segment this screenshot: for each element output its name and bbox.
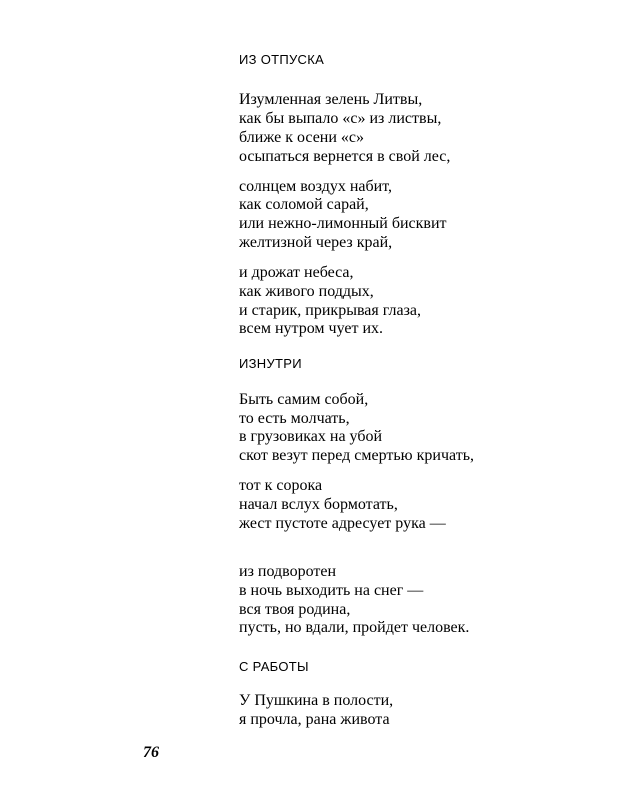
poem-line: жест пустоте адресует рука — (239, 515, 446, 532)
poem-line: пусть, но вдали, пройдет человек. (239, 619, 470, 636)
poem-line: тот к сорока (239, 477, 323, 494)
poem-line: Быть самим собой, (239, 391, 369, 408)
poem-line: У Пушкина в полости, (239, 692, 394, 709)
poem-line: Изумленная зелень Литвы, (239, 91, 423, 108)
poem-line: желтизной через край, (239, 234, 393, 251)
poem-line: осыпаться вернется в свой лес, (239, 148, 451, 165)
page-number: 76 (143, 744, 159, 761)
poem-line: скот везут перед смертью кричать, (239, 447, 474, 464)
section-title-iznutri: ИЗНУТРИ (239, 356, 302, 371)
section-title-iz-otpuska: ИЗ ОТПУСКА (239, 52, 325, 67)
poem-line: вся твоя родина, (239, 601, 351, 618)
section-title-s-raboty: С РАБОТЫ (239, 659, 309, 674)
poem-line: то есть молчать, (239, 410, 350, 427)
poem-line: и старик, прикрывая глаза, (239, 302, 421, 319)
poem-line: из подворотен (239, 563, 337, 580)
poem-line: солнцем воздух набит, (239, 178, 392, 195)
poem-line: начал вслух бормотать, (239, 496, 398, 513)
poem-line: в грузовиках на убой (239, 428, 383, 445)
poem-line: как живого поддых, (239, 283, 374, 300)
poem-line: или нежно-лимонный бисквит (239, 215, 447, 232)
poem-line: как соломой сарай, (239, 196, 369, 213)
poem-line: я прочла, рана живота (239, 711, 390, 728)
poem-line: ближе к осени «с» (239, 129, 365, 146)
poem-line: как бы выпало «с» из листвы, (239, 110, 442, 127)
poem-line: и дрожат небеса, (239, 264, 354, 281)
poem-line: всем нутром чует их. (239, 320, 384, 337)
poem-line: в ночь выходить на снег — (239, 582, 424, 599)
